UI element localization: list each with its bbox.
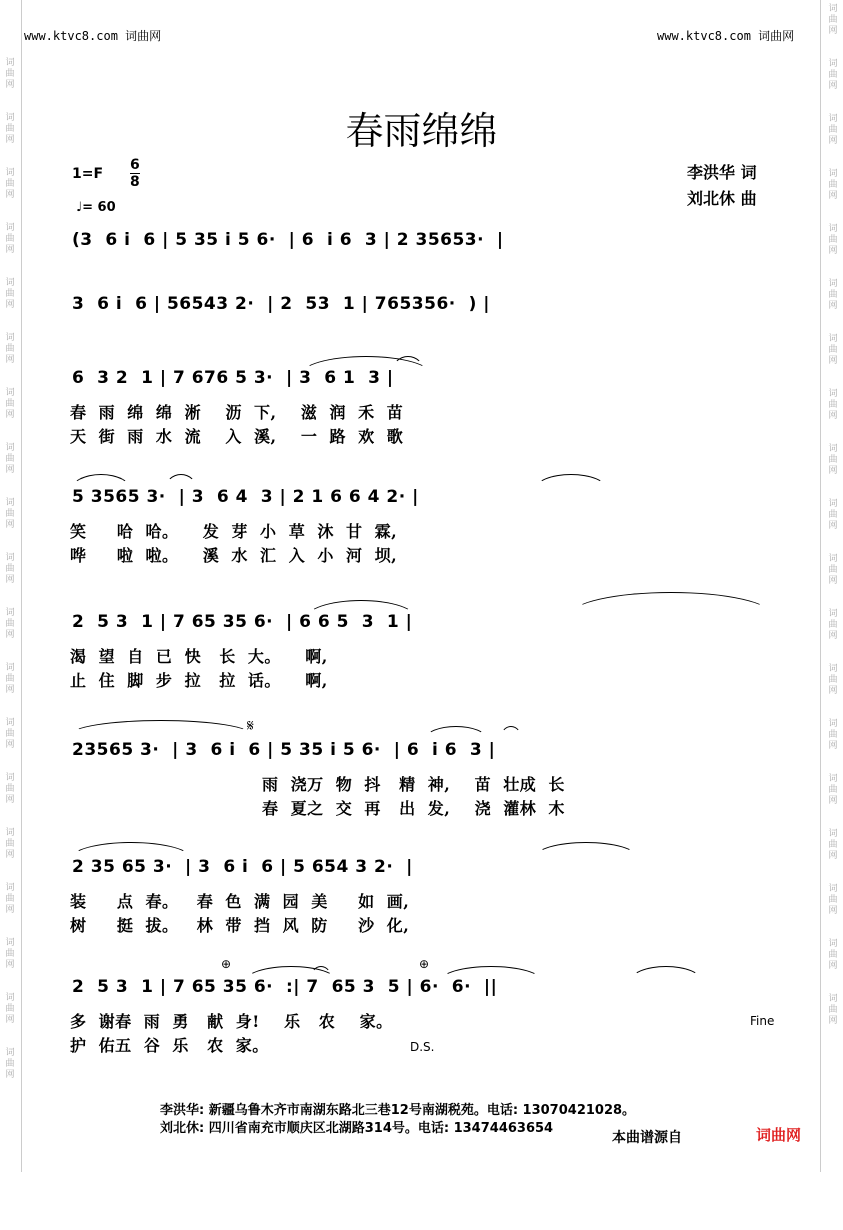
lyric-verse-1: 雨 浇万 物 抖 精 神, 苗 壮成 长 xyxy=(262,775,565,794)
watermark-char: 曲 xyxy=(5,784,15,794)
watermark-char: 词 xyxy=(828,554,838,564)
watermark-group xyxy=(828,334,837,367)
watermark-char: 曲 xyxy=(5,839,15,849)
ds-mark: D.S. xyxy=(410,1040,435,1054)
watermark-group xyxy=(828,939,837,972)
watermark-char: 网 xyxy=(828,796,838,806)
lyric-verse-1: 装 点 春。 春 色 满 园 美 如 画, xyxy=(70,892,410,911)
watermark-group xyxy=(5,828,14,861)
watermark-char: 网 xyxy=(828,466,838,476)
quarter-note-icon: ♩ xyxy=(76,200,83,215)
watermark-char: 曲 xyxy=(5,179,15,189)
watermark-char: 网 xyxy=(828,521,838,531)
watermark-char: 网 xyxy=(828,356,838,366)
watermark-char: 词 xyxy=(5,1048,15,1058)
slur-arc xyxy=(70,842,192,859)
watermark-char: 词 xyxy=(828,719,838,729)
watermark-char: 网 xyxy=(5,300,15,310)
watermark-char: 网 xyxy=(5,740,15,750)
watermark-char: 曲 xyxy=(828,290,838,300)
watermark-group xyxy=(5,608,14,641)
watermark-char: 曲 xyxy=(828,345,838,355)
lyric-verse-2: 春 夏之 交 再 出 发, 浇 灌林 木 xyxy=(262,799,565,818)
watermark-char: 词 xyxy=(5,938,15,948)
watermark-char: 曲 xyxy=(5,289,15,299)
watermark-char: 词 xyxy=(5,663,15,673)
watermark-char: 曲 xyxy=(828,785,838,795)
watermark-char: 词 xyxy=(828,279,838,289)
watermark-char: 曲 xyxy=(828,15,838,25)
watermark-char: 网 xyxy=(828,1016,838,1026)
watermark-group xyxy=(828,884,837,917)
watermark-char: 曲 xyxy=(5,729,15,739)
watermark-char: 网 xyxy=(5,355,15,365)
slur-arc xyxy=(500,726,522,739)
watermark-group xyxy=(828,4,837,37)
notation-row: 2 5 3 1 | 7 65 35 6· :| 7 65 3 5 | 6· 6· || xyxy=(72,977,498,997)
watermark-char: 网 xyxy=(828,246,838,256)
watermark-group xyxy=(5,388,14,421)
watermark-group xyxy=(5,333,14,366)
notation-row: 2 35 65 3· | 3 6 i 6 | 5 654 3 2· | xyxy=(72,857,413,877)
lyric-verse-1: 多 谢春 雨 勇 献 身! 乐 农 家。 xyxy=(70,1012,393,1031)
watermark-group xyxy=(828,224,837,257)
tempo-marking xyxy=(76,200,116,215)
watermark-char: 曲 xyxy=(828,70,838,80)
time-signature-bottom: 8 xyxy=(130,174,140,190)
site-header-right[interactable]: www.ktvc8.com 词曲网 xyxy=(657,29,795,43)
watermark-char: 曲 xyxy=(828,730,838,740)
watermark-char: 曲 xyxy=(5,949,15,959)
lyric-verse-2: 护 佑五 谷 乐 农 家。 xyxy=(70,1036,269,1055)
lyric-verse-1: 渴 望 自 已 快 长 大。 啊, xyxy=(70,647,328,666)
watermark-char: 网 xyxy=(5,850,15,860)
watermark-char: 网 xyxy=(5,520,15,530)
watermark-group xyxy=(828,774,837,807)
watermark-char: 曲 xyxy=(828,565,838,575)
watermark-char: 词 xyxy=(5,608,15,618)
watermark-char: 词 xyxy=(5,278,15,288)
watermark-group xyxy=(5,58,14,91)
watermark-char: 词 xyxy=(5,993,15,1003)
watermark-char: 网 xyxy=(5,685,15,695)
watermark-char: 网 xyxy=(5,190,15,200)
slur-arc xyxy=(535,474,607,489)
watermark-group xyxy=(828,444,837,477)
watermark-char: 曲 xyxy=(828,950,838,960)
notation-row: 3 6 i 6 | 56543 2· | 2 53 1 | 765356· ) | xyxy=(72,294,490,314)
watermark-char: 词 xyxy=(5,498,15,508)
watermark-char: 词 xyxy=(828,609,838,619)
time-signature-top: 6 xyxy=(130,157,140,173)
watermark-group xyxy=(5,553,14,586)
watermark-char: 曲 xyxy=(5,399,15,409)
slur-arc xyxy=(535,842,637,857)
watermark-group xyxy=(5,883,14,916)
composer-credit: 刘北休 曲 xyxy=(687,189,757,208)
watermark-char: 词 xyxy=(5,333,15,343)
watermark-group xyxy=(828,169,837,202)
watermark-char: 网 xyxy=(5,1015,15,1025)
slur-arc xyxy=(70,720,252,735)
watermark-group xyxy=(828,829,837,862)
watermark-char: 网 xyxy=(828,741,838,751)
watermark-char: 曲 xyxy=(828,895,838,905)
watermark-group xyxy=(828,554,837,587)
watermark-char: 网 xyxy=(5,905,15,915)
lyric-verse-2: 止 住 脚 步 拉 拉 话。 啊, xyxy=(70,671,328,690)
watermark-group xyxy=(5,993,14,1026)
watermark-char: 词 xyxy=(828,334,838,344)
watermark-char: 网 xyxy=(828,411,838,421)
lyric-verse-1: 笑 哈 哈。 发 芽 小 草 沐 甘 霖, xyxy=(70,522,398,541)
watermark-char: 曲 xyxy=(5,234,15,244)
notation-row: 2 5 3 1 | 7 65 35 6· | 6 6 5 3 1 | xyxy=(72,612,413,632)
watermark-group xyxy=(828,609,837,642)
lyric-verse-2: 天 街 雨 水 流 入 溪, 一 路 欢 歌 xyxy=(70,427,404,446)
left-margin-rule xyxy=(21,0,22,1172)
watermark-char: 网 xyxy=(828,81,838,91)
watermark-char: 曲 xyxy=(5,564,15,574)
watermark-char: 网 xyxy=(5,135,15,145)
watermark-char: 曲 xyxy=(828,400,838,410)
watermark-char: 曲 xyxy=(5,1059,15,1069)
lyric-verse-1: 春 雨 绵 绵 淅 沥 下, 滋 润 禾 苗 xyxy=(70,403,404,422)
coda-mark-1: ⊕ xyxy=(221,957,232,971)
watermark-char: 曲 xyxy=(828,620,838,630)
watermark-char: 词 xyxy=(828,939,838,949)
watermark-char: 网 xyxy=(828,851,838,861)
time-signature xyxy=(130,158,140,189)
watermark-group xyxy=(828,59,837,92)
watermark-char: 词 xyxy=(828,994,838,1004)
notation-row: 6 3 2 1 | 7 676 5 3· | 3 6 1 3 | xyxy=(72,368,394,388)
watermark-char: 词 xyxy=(828,829,838,839)
slur-arc xyxy=(425,726,487,739)
watermark-char: 网 xyxy=(828,906,838,916)
watermark-char: 网 xyxy=(828,686,838,696)
slur-arc xyxy=(310,966,332,979)
left-watermark-strip xyxy=(0,0,20,1230)
watermark-char: 网 xyxy=(5,245,15,255)
watermark-char: 网 xyxy=(828,961,838,971)
watermark-char: 词 xyxy=(5,553,15,563)
watermark-char: 曲 xyxy=(828,510,838,520)
watermark-char: 词 xyxy=(5,58,15,68)
notation-row: 23565 3· | 3 6 i 6 | 5 35 i 5 6· | 6 i 6 3 | xyxy=(72,740,496,760)
site-logo[interactable]: 词曲网 xyxy=(756,1126,802,1144)
watermark-char: 网 xyxy=(5,465,15,475)
watermark-char: 网 xyxy=(828,26,838,36)
watermark-char: 词 xyxy=(5,388,15,398)
watermark-group xyxy=(5,938,14,971)
watermark-char: 曲 xyxy=(5,674,15,684)
slur-arc xyxy=(440,966,542,981)
watermark-char: 词 xyxy=(828,4,838,14)
segno-mark: 𝄋 xyxy=(247,716,254,735)
watermark-char: 曲 xyxy=(828,235,838,245)
watermark-group xyxy=(5,168,14,201)
watermark-char: 曲 xyxy=(5,1004,15,1014)
watermark-char: 词 xyxy=(828,169,838,179)
watermark-char: 曲 xyxy=(5,344,15,354)
watermark-char: 曲 xyxy=(828,125,838,135)
watermark-char: 词 xyxy=(5,223,15,233)
watermark-char: 词 xyxy=(828,499,838,509)
slur-arc xyxy=(70,474,132,491)
watermark-char: 词 xyxy=(828,444,838,454)
watermark-char: 网 xyxy=(828,631,838,641)
watermark-char: 网 xyxy=(5,410,15,420)
watermark-group xyxy=(828,664,837,697)
right-watermark-strip xyxy=(823,0,843,1176)
watermark-char: 曲 xyxy=(828,675,838,685)
watermark-char: 网 xyxy=(5,80,15,90)
fine-mark: Fine xyxy=(750,1014,775,1028)
tempo-value: = 60 xyxy=(82,200,116,215)
watermark-char: 曲 xyxy=(5,509,15,519)
watermark-char: 网 xyxy=(828,576,838,586)
watermark-char: 网 xyxy=(5,630,15,640)
watermark-char: 词 xyxy=(5,828,15,838)
watermark-group xyxy=(5,718,14,751)
key-signature: 1=F xyxy=(72,166,104,182)
watermark-char: 曲 xyxy=(828,1005,838,1015)
watermark-char: 网 xyxy=(5,960,15,970)
lyric-verse-2: 树 挺 拔。 林 带 挡 风 防 沙 化, xyxy=(70,916,410,935)
watermark-char: 网 xyxy=(5,575,15,585)
watermark-char: 词 xyxy=(828,59,838,69)
lyricist-contact: 李洪华: 新疆乌鲁木齐市南湖东路北三巷12号南湖税苑。电话: 13070421028。 xyxy=(160,1103,636,1118)
watermark-char: 曲 xyxy=(828,455,838,465)
watermark-char: 词 xyxy=(5,883,15,893)
watermark-group xyxy=(5,443,14,476)
watermark-group xyxy=(828,389,837,422)
watermark-char: 曲 xyxy=(5,619,15,629)
watermark-group xyxy=(828,499,837,532)
watermark-char: 词 xyxy=(828,389,838,399)
watermark-char: 曲 xyxy=(5,894,15,904)
watermark-group xyxy=(5,498,14,531)
watermark-char: 网 xyxy=(828,136,838,146)
slur-arc xyxy=(570,592,772,615)
watermark-char: 词 xyxy=(5,718,15,728)
watermark-group xyxy=(828,719,837,752)
watermark-char: 词 xyxy=(828,664,838,674)
watermark-char: 词 xyxy=(5,443,15,453)
watermark-char: 词 xyxy=(828,884,838,894)
watermark-char: 词 xyxy=(5,773,15,783)
watermark-char: 曲 xyxy=(5,124,15,134)
watermark-group xyxy=(828,994,837,1027)
watermark-char: 曲 xyxy=(5,454,15,464)
watermark-char: 词 xyxy=(828,774,838,784)
watermark-group xyxy=(5,1048,14,1081)
watermark-group xyxy=(5,223,14,256)
watermark-char: 词 xyxy=(5,168,15,178)
notation-row: 5 3565 3· | 3 6 4 3 | 2 1 6 6 4 2· | xyxy=(72,487,419,507)
watermark-group xyxy=(5,773,14,806)
lyric-verse-2: 哗 啦 啦。 溪 水 汇 入 小 河 坝, xyxy=(70,546,398,565)
watermark-char: 网 xyxy=(828,301,838,311)
watermark-char: 词 xyxy=(828,114,838,124)
song-title: 春雨绵绵 xyxy=(345,109,498,153)
slur-arc xyxy=(305,600,417,619)
watermark-char: 曲 xyxy=(828,840,838,850)
watermark-char: 曲 xyxy=(828,180,838,190)
watermark-char: 曲 xyxy=(5,69,15,79)
source-note: 本曲谱源自 xyxy=(612,1130,682,1146)
watermark-char: 网 xyxy=(828,191,838,201)
site-header-left[interactable]: www.ktvc8.com 词曲网 xyxy=(24,29,162,43)
right-margin-rule xyxy=(820,0,821,1172)
slur-arc xyxy=(630,966,702,981)
watermark-char: 词 xyxy=(5,113,15,123)
watermark-group xyxy=(828,279,837,312)
watermark-char: 词 xyxy=(828,224,838,234)
composer-contact: 刘北休: 四川省南充市顺庆区北湖路314号。电话: 13474463654 xyxy=(160,1121,554,1136)
watermark-group xyxy=(5,278,14,311)
watermark-char: 网 xyxy=(5,1070,15,1080)
lyricist-credit: 李洪华 词 xyxy=(687,163,757,182)
notation-row: (3 6 i 6 | 5 35 i 5 6· | 6 i 6 3 | 2 35653· | xyxy=(72,230,504,250)
watermark-group xyxy=(5,663,14,696)
coda-mark-2: ⊕ xyxy=(419,957,430,971)
slur-arc xyxy=(165,474,197,489)
watermark-char: 网 xyxy=(5,795,15,805)
